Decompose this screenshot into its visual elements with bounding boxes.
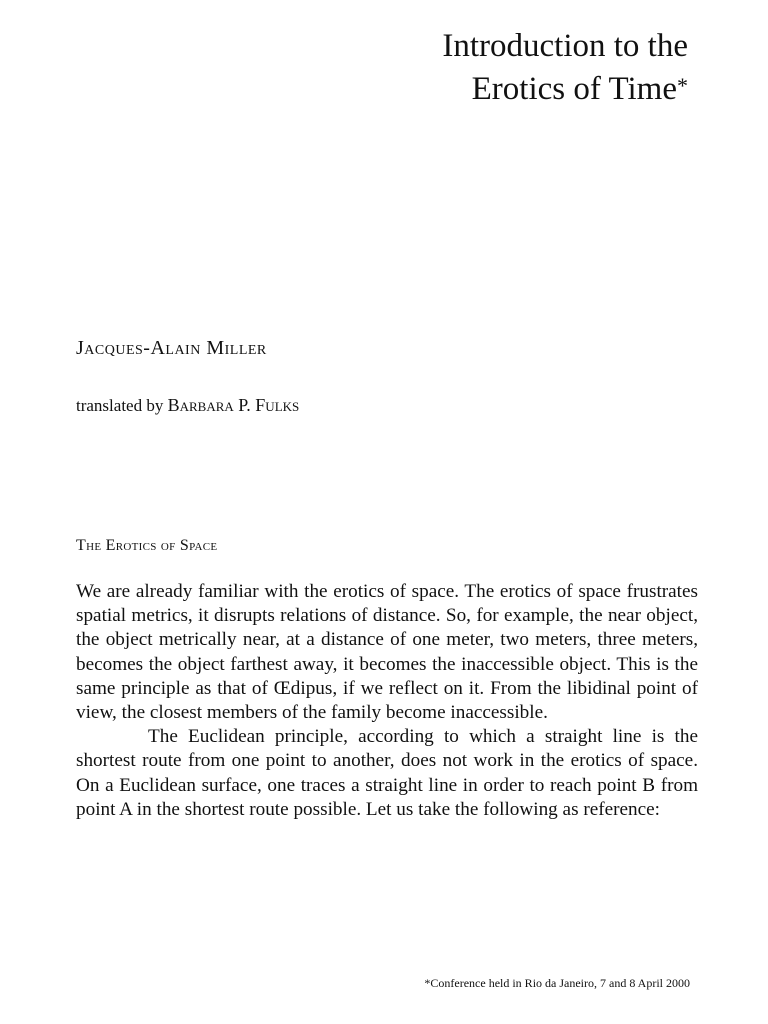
title-line-2-text: Erotics of Time	[471, 71, 677, 107]
paragraph-1: We are already familiar with the erotics of space. The erotics of space frustrates spatial metrics, it disrupts relations of distance. So, for example, the near object, the object metrically near, at a distance of one meter, two meters, three meters, becomes the object farthest away, it becomes the inaccessible object. This is the same principle as that of Œdipus, if we reflect on it. From the libidinal point of view, the closest members of the family become inaccessible.	[76, 581, 698, 724]
footnote-marker: *	[677, 73, 688, 98]
translator-name: Barbara P. Fulks	[167, 395, 300, 415]
translator-line	[76, 395, 299, 416]
title-line-1: Introduction to the	[442, 28, 688, 64]
body-text	[76, 580, 698, 822]
title-line-2	[442, 66, 688, 109]
paragraph-2: The Euclidean principle, according to which a straight line is the shortest route from one point to another, does not work in the erotics of space. On a Euclidean surface, one traces a straight line in order to reach point B from point A in the shortest route possible. Let us take the following as reference:	[76, 726, 698, 820]
author-name: Jacques-Alain Miller	[76, 337, 267, 359]
translator-prefix: translated by	[76, 396, 164, 415]
footnote: *Conference held in Rio da Janeiro, 7 and 8 April 2000	[424, 976, 690, 990]
article-title	[442, 26, 688, 109]
section-heading: The Erotics of Space	[76, 537, 218, 554]
